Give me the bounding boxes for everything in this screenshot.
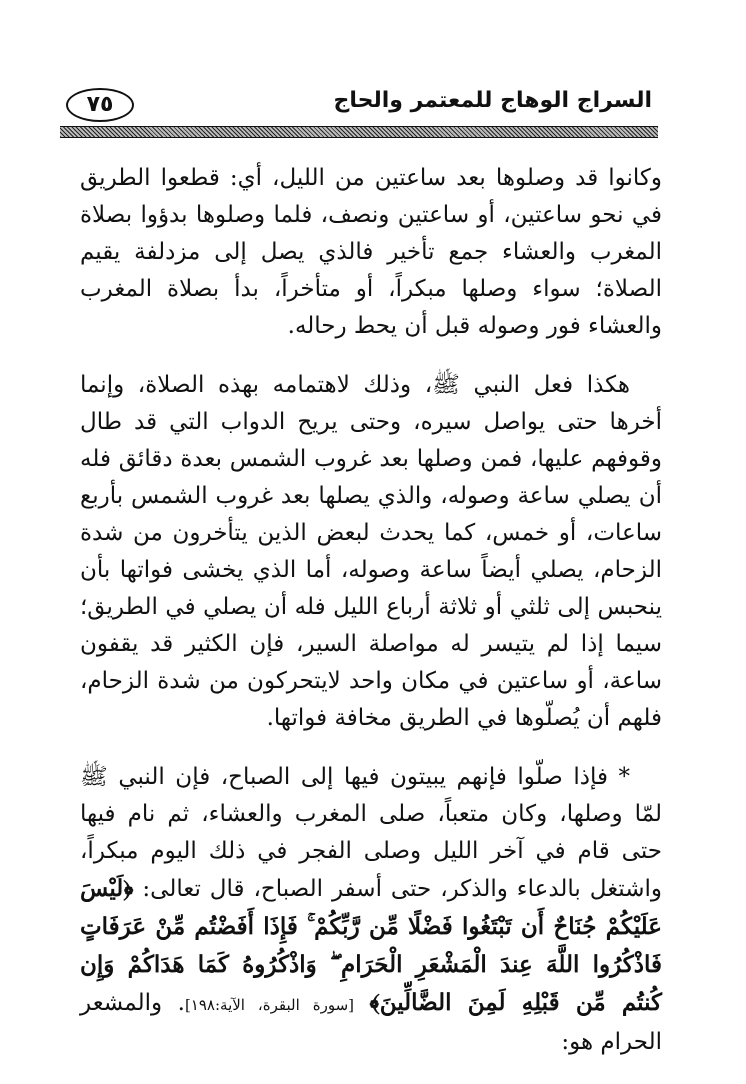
paragraph-3-text: * فإذا صلّوا فإنهم يبيتون فيها إلى الصباح، فإن النبي ﷺ لمّا وصلها، وكان متعباً، صلى المغرب والعشاء، ثم نام فيها حتى قام في آخر الليل وصلى الفجر في ذلك اليوم مبكراً، واشتغل بالدعاء والذكر، حتى أسفر الصباح، قال تعالى:: [80, 764, 662, 902]
paragraph-3-continuation: . والمشعر الحرام هو:: [80, 990, 662, 1055]
page-body: [80, 160, 662, 1083]
header-divider: [60, 126, 658, 138]
page-number: ٧٥: [66, 88, 134, 122]
verse-reference: [سورة البقرة، الآية:١٩٨]: [184, 996, 354, 1014]
paragraph-3: [80, 759, 662, 1061]
paragraph-1: وكانوا قد وصلوها بعد ساعتين من الليل، أي: قطعوا الطريق في نحو ساعتين، أو ساعتين ونصف، فلما وصلوها بدؤوا بصلاة المغرب والعشاء جمع تأخير فالذي يصل إلى مزدلفة يقيم الصلاة؛ سواء وصلها مبكراً، أو متأخراً، بدأ بصلاة المغرب والعشاء فور وصوله قبل أن يحط رحاله.: [80, 165, 662, 339]
paragraph-2: هكذا فعل النبي ﷺ، وذلك لاهتمامه بهذه الصلاة، وإنما أخرها حتى يواصل سيره، وحتى يريح الدواب التي قد طال وقوفهم عليها، فمن وصلها بعد غروب الشمس بعدة دقائق فله أن يصلي ساعة وصوله، والذي يصلها بعد غروب الشمس بأربع ساعات، أو خمس، كما يحدث لبعض الذين يتأخرون من شدة الزحام، يصلي أيضاً ساعة وصوله، أما الذي يخشى فواتها بأن ينحبس إلى ثلثي أو ثلاثة أرباع الليل فله أن يصلي في الطريق؛ سيما إذا لم يتيسر له مواصلة السير، فإن الكثير قد يقفون ساعة، أو ساعتين في مكان واحد لايتحركون من شدة الزحام، فلهم أن يُصلّوها في الطريق مخافة فواتها.: [80, 372, 662, 731]
page-header: [62, 84, 658, 124]
book-title: السراج الوهاج للمعتمر والحاج: [333, 88, 652, 113]
quran-verse: ﴿لَيْسَ عَلَيْكُمْ جُنَاحٌ أَن تَبْتَغُوا فَضْلًا مِّن رَّبِّكُمْ ۚ فَإِذَا أَفَضْتُم مِّنْ عَرَفَاتٍ فَاذْكُرُوا اللَّهَ عِندَ الْمَشْعَرِ الْحَرَامِ ۖ وَاذْكُرُوهُ كَمَا هَدَاكُمْ وَإِن كُنتُم مِّن قَبْلِهِ لَمِنَ الضَّالِّينَ﴾: [80, 875, 662, 1016]
